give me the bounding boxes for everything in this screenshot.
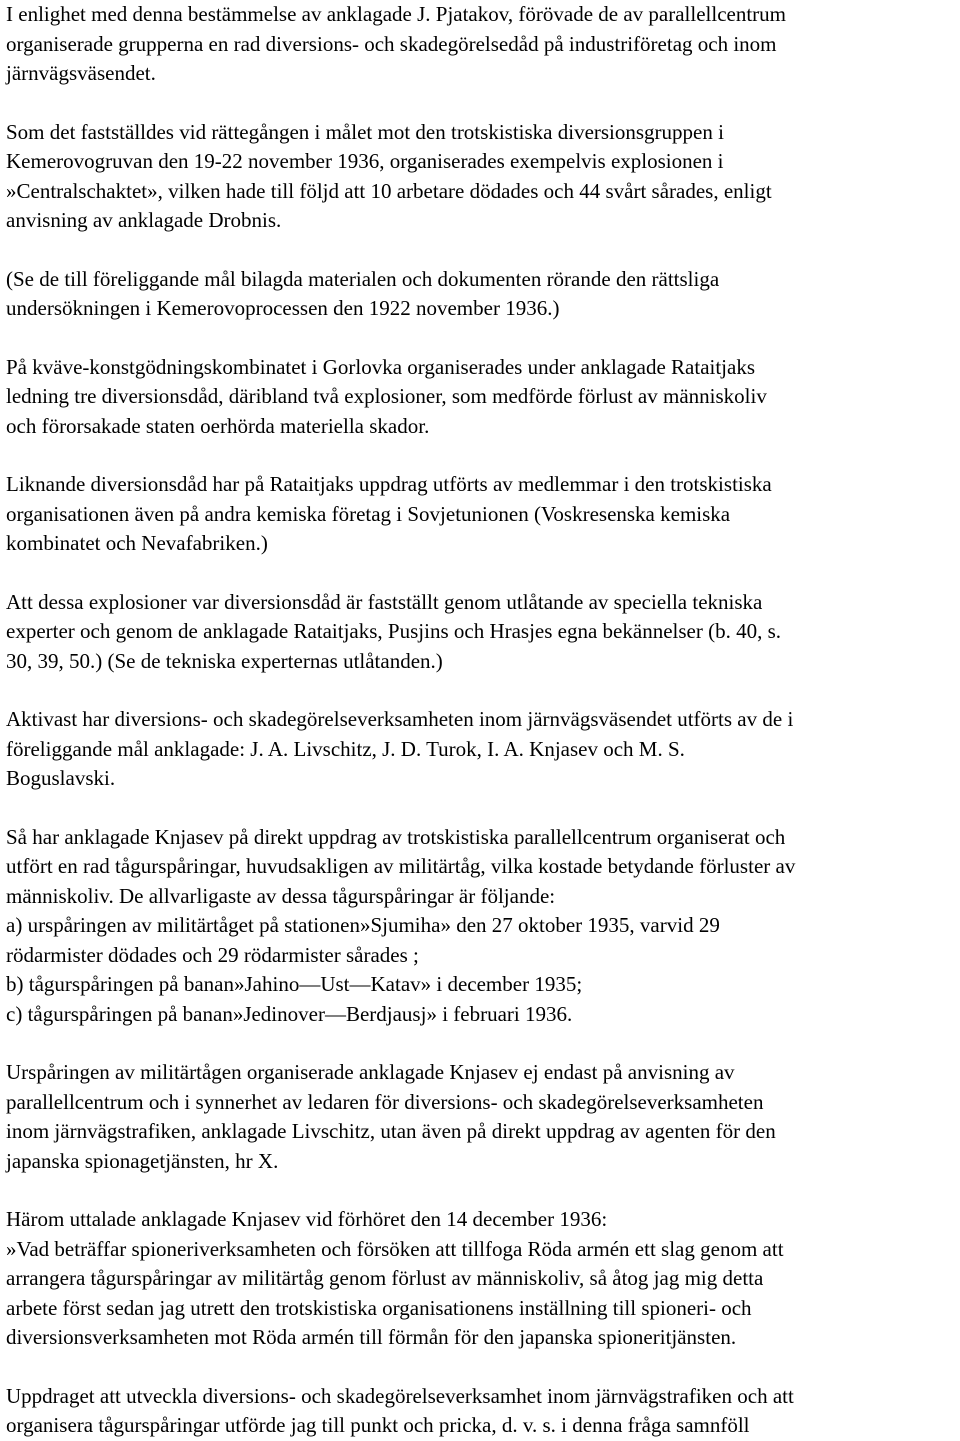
paragraph-spacer (6, 559, 954, 588)
paragraph (6, 118, 954, 236)
paragraph (6, 705, 954, 794)
paragraph (6, 588, 954, 677)
paragraph-spacer (6, 236, 954, 265)
text-line: anvisning av anklagade Drobnis. (6, 208, 282, 232)
paragraph (6, 353, 954, 442)
text-line: 30, 39, 50.) (Se de tekniska experternas utlåtanden.) (6, 648, 443, 673)
paragraph (6, 1382, 954, 1441)
text-line: ledning tre diversionsdåd, däribland två explosioner, som medförde förlust av människoliv (6, 384, 767, 408)
paragraph-spacer (6, 89, 954, 118)
text-line: Som det fastställdes vid rättegången i målet mot den trotskistiska diversionsgruppen i (6, 119, 724, 144)
text-line: rödarmister dödades och 29 rödarmister sårades ; (6, 942, 419, 967)
paragraph-spacer (6, 794, 954, 823)
text-line: experter och genom de anklagade Rataitjaks, Pusjins och Hrasjes egna bekännelser (b. 40, s. (6, 619, 782, 643)
text-line: japanska spionagetjänsten, hr X. (6, 1148, 279, 1173)
paragraph-spacer (6, 1029, 954, 1058)
paragraph-spacer (6, 676, 954, 705)
text-line: Boguslavski. (6, 766, 116, 790)
text-line: »Centralschaktet», vilken hade till följd att 10 arbetare dödades och 44 svårt sårades, enligt (6, 178, 772, 203)
text-line: I enlighet med denna bestämmelse av anklagade J. Pjatakov, förövade de av parallellcentrum (6, 2, 787, 26)
paragraph (6, 1205, 954, 1353)
paragraph-spacer (6, 441, 954, 470)
text-line: c) tågurspåringen på banan»Jedinover—Berdjausj» i februari 1936. (6, 1001, 573, 1026)
text-line: Kemerovogruvan den 19-22 november 1936, organiserades exempelvis explosionen i (6, 149, 724, 173)
text-line: a) urspåringen av militärtåget på stationen»Sjumiha» den 27 oktober 1935, varvid 29 (6, 913, 720, 937)
paragraph (6, 265, 954, 324)
paragraph (6, 470, 954, 559)
text-line: föreliggande mål anklagade: J. A. Livschitz, J. D. Turok, I. A. Knjasev och M. S. (6, 736, 685, 761)
text-line: Liknande diversionsdåd har på Rataitjaks uppdrag utförts av medlemmar i den trotskistiska (6, 472, 772, 496)
text-line: organisationen även på andra kemiska företag i Sovjetunionen (Voskresenska kemiska (6, 501, 731, 526)
text-line: utfört en rad tågurspåringar, huvudsakligen av militärtåg, vilka kostade betydande förluster av (6, 854, 796, 878)
text-line: arbete först sedan jag utrett den trotskistiska organisationens inställning till spioneri- och (6, 1295, 752, 1320)
paragraph-spacer (6, 324, 954, 353)
text-line: organiserade grupperna en rad diversions- och skadegörelsedåd på industriföretag och inom (6, 31, 777, 56)
text-line: människoliv. De allvarligaste av dessa tågurspåringar är följande: (6, 883, 556, 908)
text-line: och förorsakade staten oerhörda materiella skador. (6, 413, 430, 438)
text-line: På kväve-konstgödningskombinatet i Gorlovka organiserades under anklagade Rataitjaks (6, 354, 756, 379)
text-line: undersökningen i Kemerovoprocessen den 1922 november 1936.) (6, 296, 560, 320)
text-line: inom järnvägstrafiken, anklagade Livschitz, utan även på direkt uppdrag av agenten för den (6, 1119, 776, 1143)
paragraph-spacer (6, 1353, 954, 1382)
paragraph (6, 823, 954, 1030)
text-line: Aktivast har diversions- och skadegörelseverksamheten inom järnvägsväsendet utförts av de i (6, 707, 794, 731)
text-line: kombinatet och Nevafabriken.) (6, 531, 268, 555)
text-line: järnvägsväsendet. (6, 61, 156, 85)
text-line: arrangera tågurspåringar av militärtåg genom förlust av människoliv, så åtog jag mig detta (6, 1266, 764, 1290)
text-line: Att dessa explosioner var diversionsdåd är fastställt genom utlåtande av speciella tekniska (6, 589, 763, 614)
text-line: (Se de till föreliggande mål bilagda materialen och dokumenten rörande den rättsliga (6, 266, 720, 291)
text-line: Härom uttalade anklagade Knjasev vid förhöret den 14 december 1936: (6, 1207, 608, 1231)
paragraph (6, 0, 954, 89)
text-line: parallellcentrum och i synnerhet av ledaren för diversions- och skadegörelseverksamheten (6, 1089, 764, 1114)
paragraph-spacer (6, 1176, 954, 1205)
text-line: Så har anklagade Knjasev på direkt uppdrag av trotskistiska parallellcentrum organiserat och (6, 824, 786, 849)
text-line: organisera tågurspåringar utförde jag till punkt och pricka, d. v. s. i denna fråga samnföll (6, 1413, 750, 1437)
text-line: diversionsverksamheten mot Röda armén till förmån för den japanska spioneritjänsten. (6, 1325, 737, 1349)
text-line: Uppdraget att utveckla diversions- och skadegörelseverksamhet inom järnvägstrafiken och att (6, 1383, 794, 1408)
text-line: b) tågurspåringen på banan»Jahino—Ust—Katav» i december 1935; (6, 972, 583, 996)
text-line: Urspåringen av militärtågen organiserade anklagade Knjasev ej endast på anvisning av (6, 1060, 735, 1084)
paragraph (6, 1058, 954, 1176)
text-line: »Vad beträffar spioneriverksamheten och försöken att tillfoga Röda armén ett slag genom att (6, 1236, 784, 1261)
